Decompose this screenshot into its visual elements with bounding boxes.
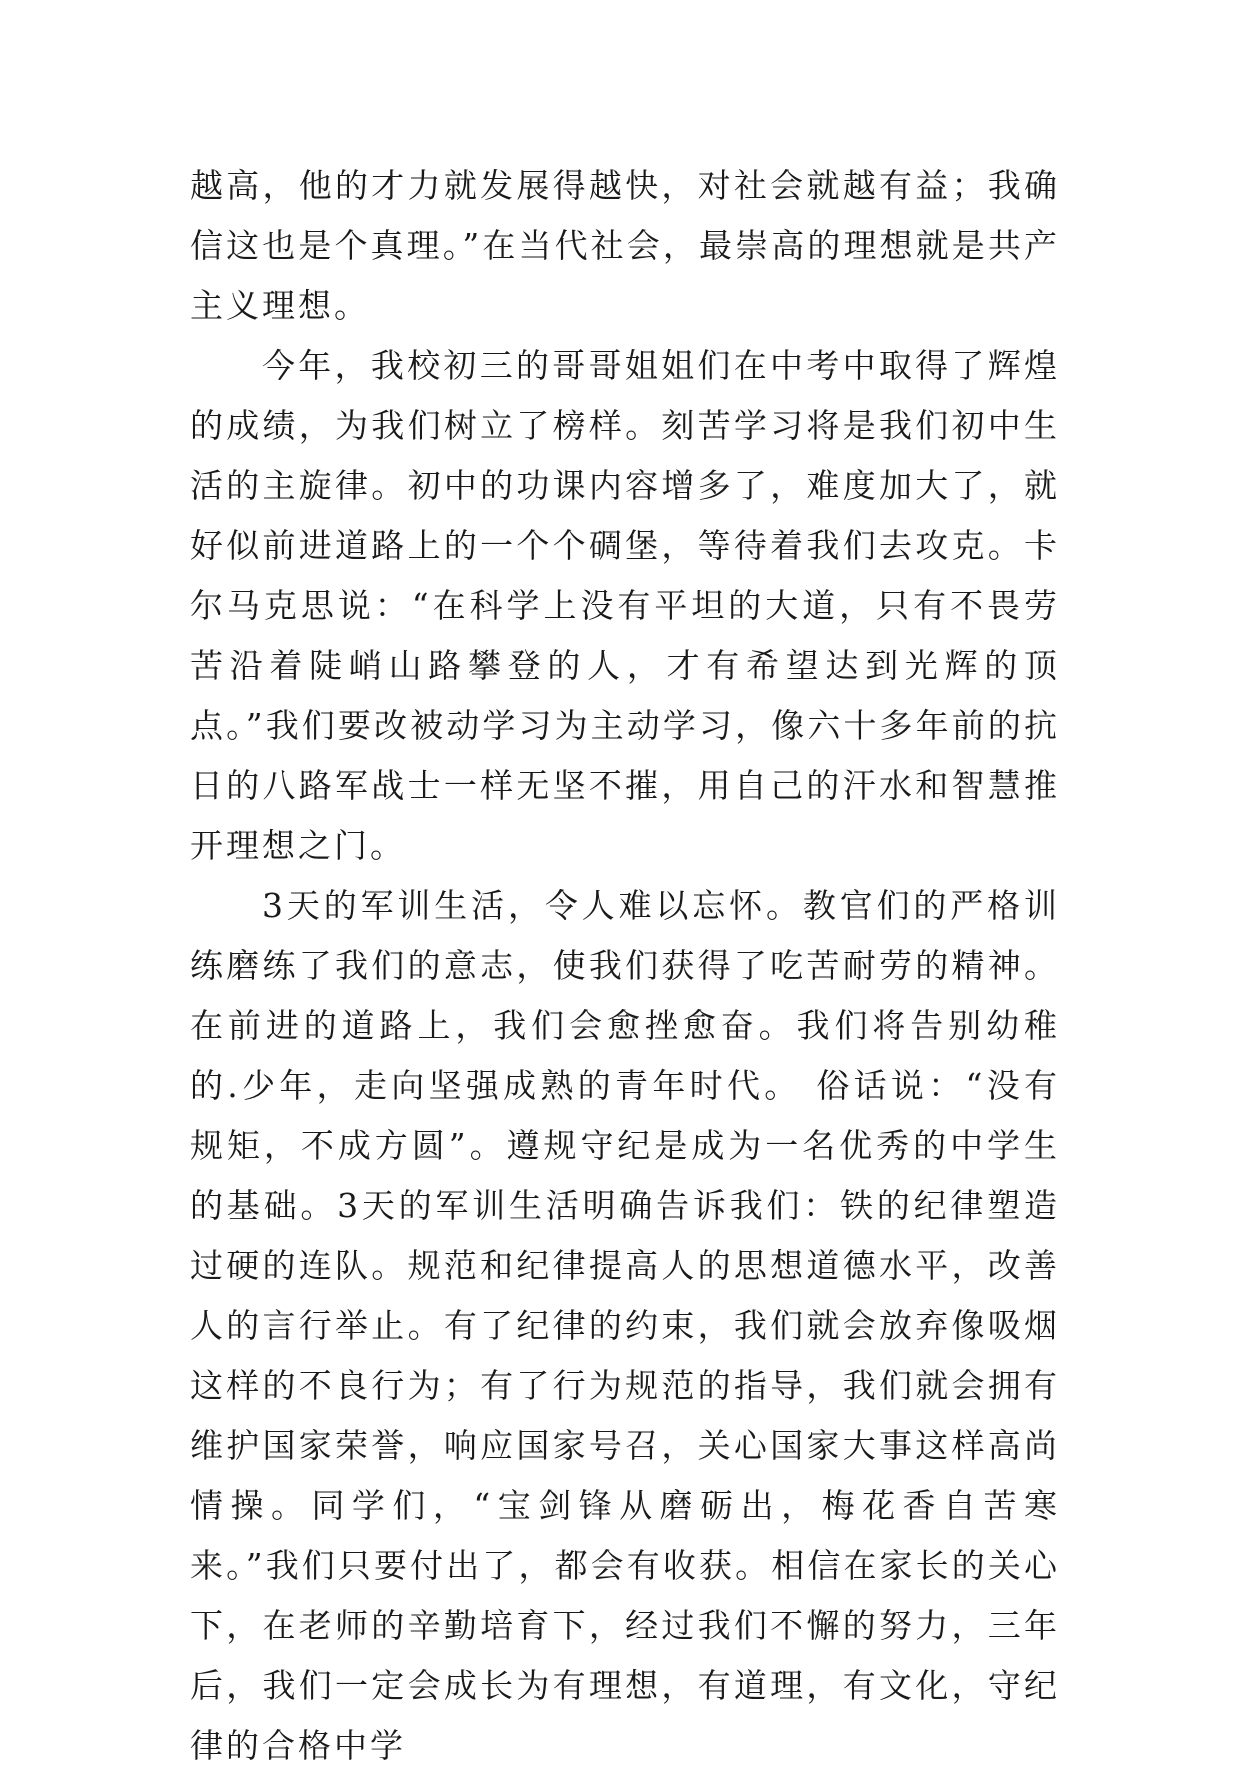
- document-body: [190, 156, 1060, 1776]
- paragraph-military-training: 3天的军训生活，令人难以忘怀。教官们的严格训练磨练了我们的意志，使我们获得了吃苦耐劳的精神。在前进的道路上，我们会愈挫愈奋。我们将告别幼稚的.少年，走向坚强成熟的青年时代。 俗话说：“没有规矩，不成方圆”。遵规守纪是成为一名优秀的中学生的基础。3天的军训生活明确告诉我们：铁的纪律塑造过硬的连队。规范和纪律提高人的思想道德水平，改善人的言行举止。有了纪律的约束，我们就会放弃像吸烟这样的不良行为；有了行为规范的指导，我们就会拥有维护国家荣誉，响应国家号召，关心国家大事这样高尚情操。同学们，“宝剑锋从磨砺出，梅花香自苦寒来。”我们只要付出了，都会有收获。相信在家长的关心下，在老师的辛勤培育下，经过我们不懈的努力，三年后，我们一定会成长为有理想，有道理，有文化，守纪律的合格中学: [190, 886, 1060, 1765]
- paragraph-continuation: 越高，他的才力就发展得越快，对社会就越有益；我确信这也是个真理。”在当代社会，最崇高的理想就是共产主义理想。: [190, 166, 1060, 325]
- paragraph-study: 今年，我校初三的哥哥姐姐们在中考中取得了辉煌的成绩，为我们树立了榜样。刻苦学习将是我们初中生活的主旋律。初中的功课内容增多了，难度加大了，就好似前进道路上的一个个碉堡，等待着我们去攻克。卡尔马克思说：“在科学上没有平坦的大道，只有不畏劳苦沿着陡峭山路攀登的人，才有希望达到光辉的顶点。”我们要改被动学习为主动学习，像六十多年前的抗日的八路军战士一样无坚不摧，用自己的汗水和智慧推开理想之门。: [190, 346, 1060, 865]
